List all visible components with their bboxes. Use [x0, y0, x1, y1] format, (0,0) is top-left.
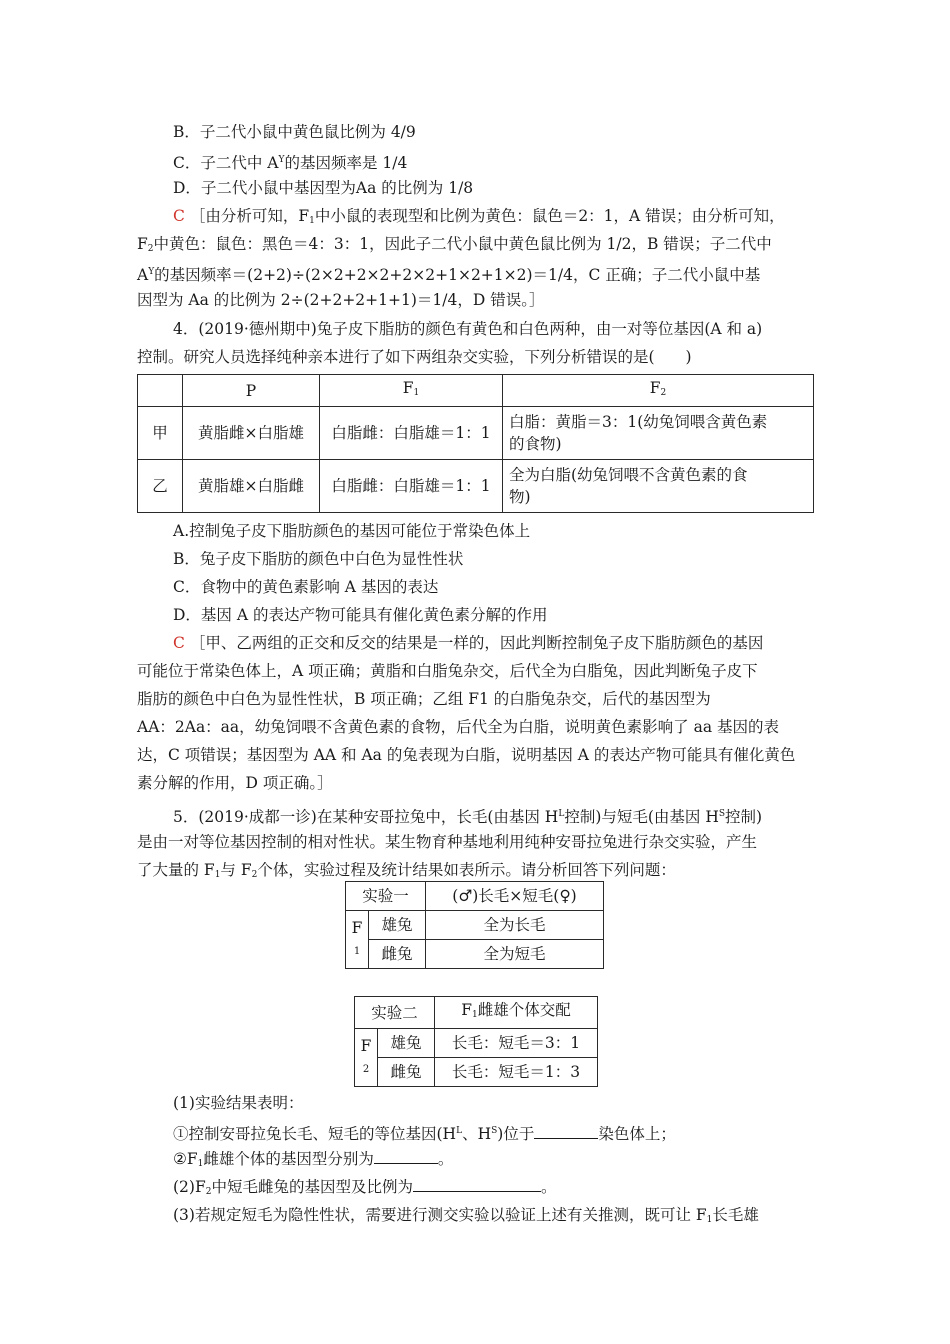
- q3-option-c: C．子二代中 $A^Y$的基因频率是 1/4: [173, 154, 408, 172]
- q5-stem-line-1: 5．(2019·成都一诊)在某种安哥拉兔中，长毛(由基因 $H^L$控制)与短毛(由基因 $H^S$控制): [173, 808, 763, 826]
- answer-blank[interactable]: [534, 1124, 598, 1139]
- q3-explanation-line-4: 因型为 Aa 的比例为 2÷(2+2+2+1+1)＝1/4，D 错误。］: [137, 291, 545, 309]
- header-f2: $F_2$: [503, 375, 814, 407]
- q4-explanation-line-1: C ［甲、乙两组的正交和反交的结果是一样的，因此判断控制兔子皮下脂肪颜色的基因: [173, 634, 764, 652]
- f2-cell: 白脂：黄脂＝3：1(幼兔饲喂含黄色素 的食物): [503, 407, 814, 460]
- result-cell: 全为长毛: [426, 911, 604, 940]
- p-cell: 黄脂雌×白脂雄: [183, 407, 320, 460]
- q3-explanation-line-3: $A^Y$的基因频率＝(2+2)÷(2×2+2×2+2×2+1×2+1×2)＝1/4，C 正确；子二代小鼠中基: [137, 266, 761, 284]
- q4-option-d: D．基因 A 的表达产物可能具有催化黄色素分解的作用: [173, 606, 548, 624]
- generation-cell: F 2: [355, 1029, 378, 1087]
- q3-option-d: D．子二代小鼠中基因型为Aa 的比例为 1/8: [173, 179, 474, 197]
- group-cell: 甲: [138, 407, 183, 460]
- q4-option-c: C．食物中的黄色素影响 A 基因的表达: [173, 578, 439, 596]
- q4-stem-line-1: 4．(2019·德州期中)兔子皮下脂肪的颜色有黄色和白色两种，由一对等位基因(A 和 a): [173, 320, 763, 338]
- q5-part-1-item-1: ①控制安哥拉兔长毛、短毛的等位基因($H^L$、$H^S$)位于 染色体上；: [173, 1125, 676, 1143]
- q4-option-b: B．兔子皮下脂肪的颜色中白色为显性性状: [173, 550, 464, 568]
- sex-cell: 雌兔: [378, 1058, 435, 1087]
- q5-part-3: (3)若规定短毛为隐性性状，需要进行测交实验以验证上述有关推测，既可让 $F_1$长毛雄: [173, 1206, 759, 1225]
- experiment-title: 实验二: [355, 997, 435, 1029]
- header-p: P: [183, 375, 320, 407]
- table-header-row: [355, 997, 598, 1029]
- q3-explanation-line-2: $F_2$中黄色：鼠色：黑色＝4：3：1，因此子二代小鼠中黄色鼠比例为 1/2，B 错误；子二代中: [137, 235, 772, 254]
- table-corner-cell: [138, 375, 183, 407]
- answer-blank[interactable]: [374, 1149, 438, 1164]
- sex-cell: 雄兔: [378, 1029, 435, 1058]
- experiment-cross: (♂)长毛×短毛(♀): [426, 882, 604, 911]
- generation-cell: F 1: [346, 911, 369, 969]
- q5-experiment-2-table: [354, 996, 598, 1087]
- q5-stem-line-3: 了大量的 $F_1$与 $F_2$个体，实验过程及统计结果如表所示。请分析回答下列问题：: [137, 861, 676, 880]
- q5-part-1-item-2: $②F_1$雌雄个体的基因型分别为 。: [173, 1150, 454, 1169]
- sex-cell: 雄兔: [369, 911, 426, 940]
- q4-explanation-line-3: 脂肪的颜色中白色为显性性状，B 项正确；乙组 F1 的白脂兔杂交，后代的基因型为: [137, 690, 711, 708]
- q4-cross-table: [137, 374, 814, 513]
- q4-stem-line-2: 控制。研究人员选择纯种亲本进行了如下两组杂交实验，下列分析错误的是( ): [137, 348, 692, 366]
- q3-option-b: B．子二代小鼠中黄色鼠比例为 4/9: [173, 123, 416, 141]
- q4-explanation-line-5: 达，C 项错误；基因型为 AA 和 Aa 的兔表现为白脂，说明基因 A 的表达产物可能具有催化黄色: [137, 746, 796, 764]
- q4-option-a: A.控制兔子皮下脂肪颜色的基因可能位于常染色体上: [173, 522, 531, 540]
- q5-part-1-heading: (1)实验结果表明：: [173, 1094, 304, 1112]
- group-cell: 乙: [138, 460, 183, 513]
- q3-explanation-line-1: C ［由分析可知，$F_1$中小鼠的表现型和比例为黄色：鼠色＝2：1，A 错误；由分析可知，: [173, 207, 785, 226]
- table-row: [355, 1029, 598, 1058]
- result-cell: 全为短毛: [426, 940, 604, 969]
- experiment-cross: $F_1$雌雄个体交配: [435, 997, 598, 1029]
- q4-explanation-line-6: 素分解的作用，D 项正确。］: [137, 774, 333, 792]
- q4-explanation-line-4: AA：2Aa：aa，幼兔饲喂不含黄色素的食物，后代全为白脂，说明黄色素影响了 aa 基因的表: [137, 718, 780, 736]
- table-row: [355, 1058, 598, 1087]
- table-row: [138, 460, 814, 513]
- table-row: [346, 911, 604, 940]
- experiment-title: 实验一: [346, 882, 426, 911]
- table-row: [138, 407, 814, 460]
- result-cell: 长毛：短毛＝1：3: [435, 1058, 598, 1087]
- table-header-row: [346, 882, 604, 911]
- f1-cell: 白脂雌：白脂雄＝1：1: [320, 460, 503, 513]
- p-cell: 黄脂雄×白脂雌: [183, 460, 320, 513]
- table-row: [346, 940, 604, 969]
- sex-cell: 雌兔: [369, 940, 426, 969]
- q3-answer: C: [173, 207, 185, 225]
- f1-cell: 白脂雌：白脂雄＝1：1: [320, 407, 503, 460]
- q5-part-2: $(2)F_2$中短毛雌兔的基因型及比例为 。: [173, 1178, 557, 1197]
- header-f1: $F_1$: [320, 375, 503, 407]
- f2-cell: 全为白脂(幼兔饲喂不含黄色素的食 物): [503, 460, 814, 513]
- q4-explanation-line-2: 可能位于常染色体上，A 项正确；黄脂和白脂兔杂交，后代全为白脂兔，因此判断兔子皮下: [137, 662, 758, 680]
- result-cell: 长毛：短毛＝3：1: [435, 1029, 598, 1058]
- table-header-row: [138, 375, 814, 407]
- q5-stem-line-2: 是由一对等位基因控制的相对性状。某生物育种基地利用纯种安哥拉兔进行杂交实验，产生: [137, 833, 758, 851]
- q5-experiment-1-table: [345, 881, 604, 969]
- q4-answer: C: [173, 634, 185, 652]
- answer-blank[interactable]: [413, 1177, 541, 1192]
